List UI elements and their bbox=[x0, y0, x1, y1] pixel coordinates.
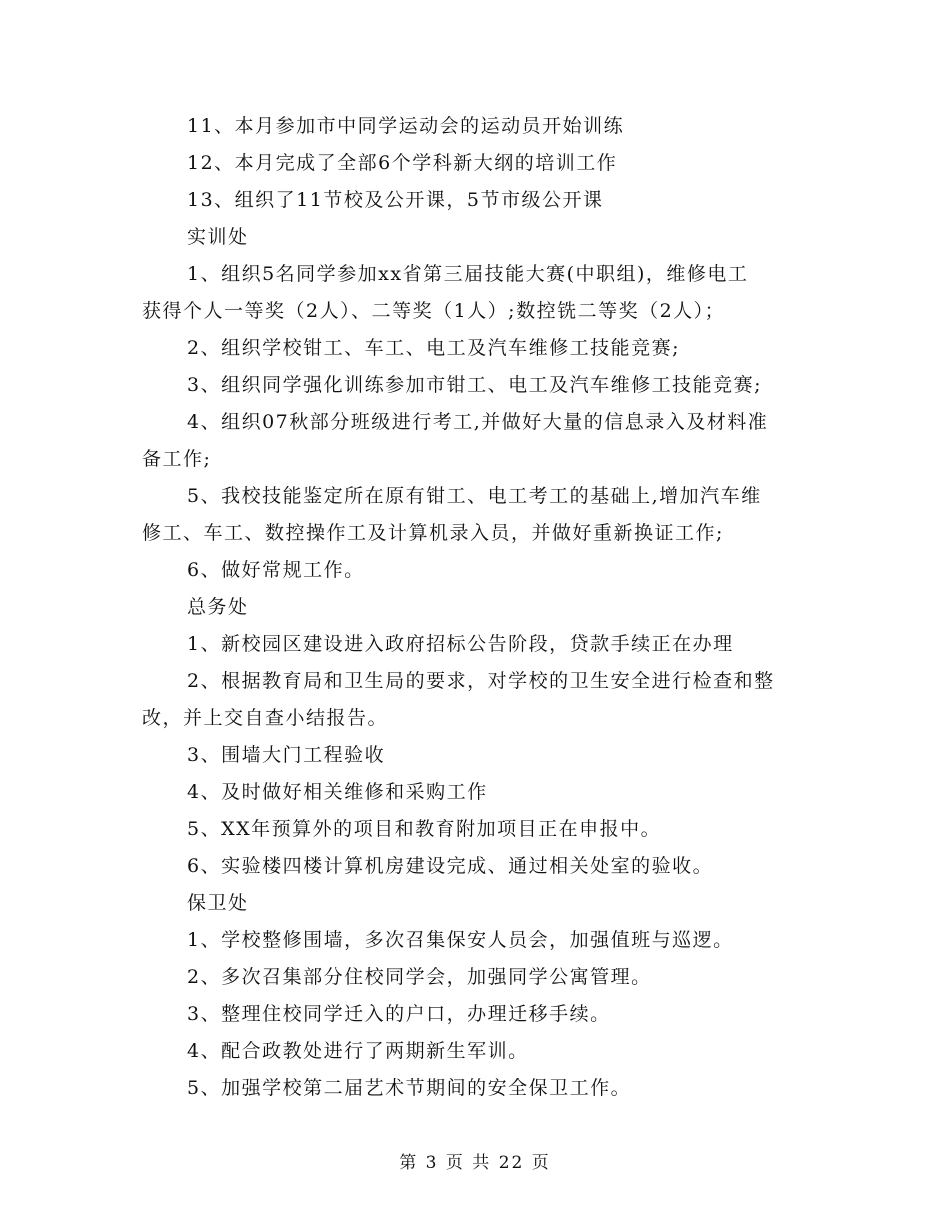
paragraph-line: 4、配合政教处进行了两期新生军训。 bbox=[187, 1040, 529, 1062]
paragraph-line: 4、组织07秋部分班级进行考工,并做好大量的信息录入及材料准 bbox=[187, 411, 769, 433]
paragraph-line: 6、做好常规工作。 bbox=[187, 559, 365, 581]
paragraph-line: 11、本月参加市中同学运动会的运动员开始训练 bbox=[187, 115, 625, 137]
document-body bbox=[142, 108, 812, 1107]
paragraph-line: 6、实验楼四楼计算机房建设完成、通过相关处室的验收。 bbox=[187, 855, 714, 877]
paragraph-line: 5、加强学校第二届艺术节期间的安全保卫工作。 bbox=[187, 1077, 632, 1099]
section-heading-shixunchu: 实训处 bbox=[187, 226, 249, 248]
paragraph-line: 1、新校园区建设进入政府招标公告阶段，贷款手续正在办理 bbox=[187, 633, 734, 655]
paragraph-line: 3、围墙大门工程验收 bbox=[187, 744, 386, 766]
paragraph-line: 2、根据教育局和卫生局的要求，对学校的卫生安全进行检查和整 bbox=[187, 670, 775, 692]
paragraph-line: 3、整理住校同学迁入的户口，办理迁移手续。 bbox=[187, 1003, 611, 1025]
section-heading-baoweichu: 保卫处 bbox=[187, 892, 249, 914]
paragraph-line: 12、本月完成了全部6个学科新大纲的培训工作 bbox=[187, 152, 618, 174]
paragraph-line: 修工、车工、数控操作工及计算机录入员，并做好重新换证工作; bbox=[142, 522, 724, 544]
paragraph-line: 备工作; bbox=[142, 448, 212, 470]
paragraph-line: 5、XX年预算外的项目和教育附加项目正在申报中。 bbox=[187, 818, 662, 840]
paragraph-line: 获得个人一等奖（2人）、二等奖（1人）;数控铣二等奖（2人）； bbox=[142, 300, 726, 322]
paragraph-line: 1、学校整修围墙，多次召集保安人员会，加强值班与巡逻。 bbox=[187, 929, 734, 951]
paragraph-line: 2、组织学校钳工、车工、电工及汽车维修工技能竞赛; bbox=[187, 337, 680, 359]
paragraph-line: 3、组织同学强化训练参加市钳工、电工及汽车维修工技能竞赛; bbox=[187, 374, 762, 396]
page-footer: 第 3 页 共 22 页 bbox=[399, 1153, 551, 1173]
paragraph-line: 13、组织了11节校及公开课，5节市级公开课 bbox=[187, 189, 604, 211]
paragraph-line: 5、我校技能鉴定所在原有钳工、电工考工的基础上,增加汽车维 bbox=[187, 485, 762, 507]
paragraph-line: 1、组织5名同学参加xx省第三届技能大赛(中职组)，维修电工 bbox=[187, 263, 749, 285]
paragraph-line: 4、及时做好相关维修和采购工作 bbox=[187, 781, 488, 803]
paragraph-line: 改，并上交自查小结报告。 bbox=[142, 707, 389, 729]
section-heading-zongwuchu: 总务处 bbox=[187, 596, 249, 618]
paragraph-line: 2、多次召集部分住校同学会，加强同学公寓管理。 bbox=[187, 966, 652, 988]
